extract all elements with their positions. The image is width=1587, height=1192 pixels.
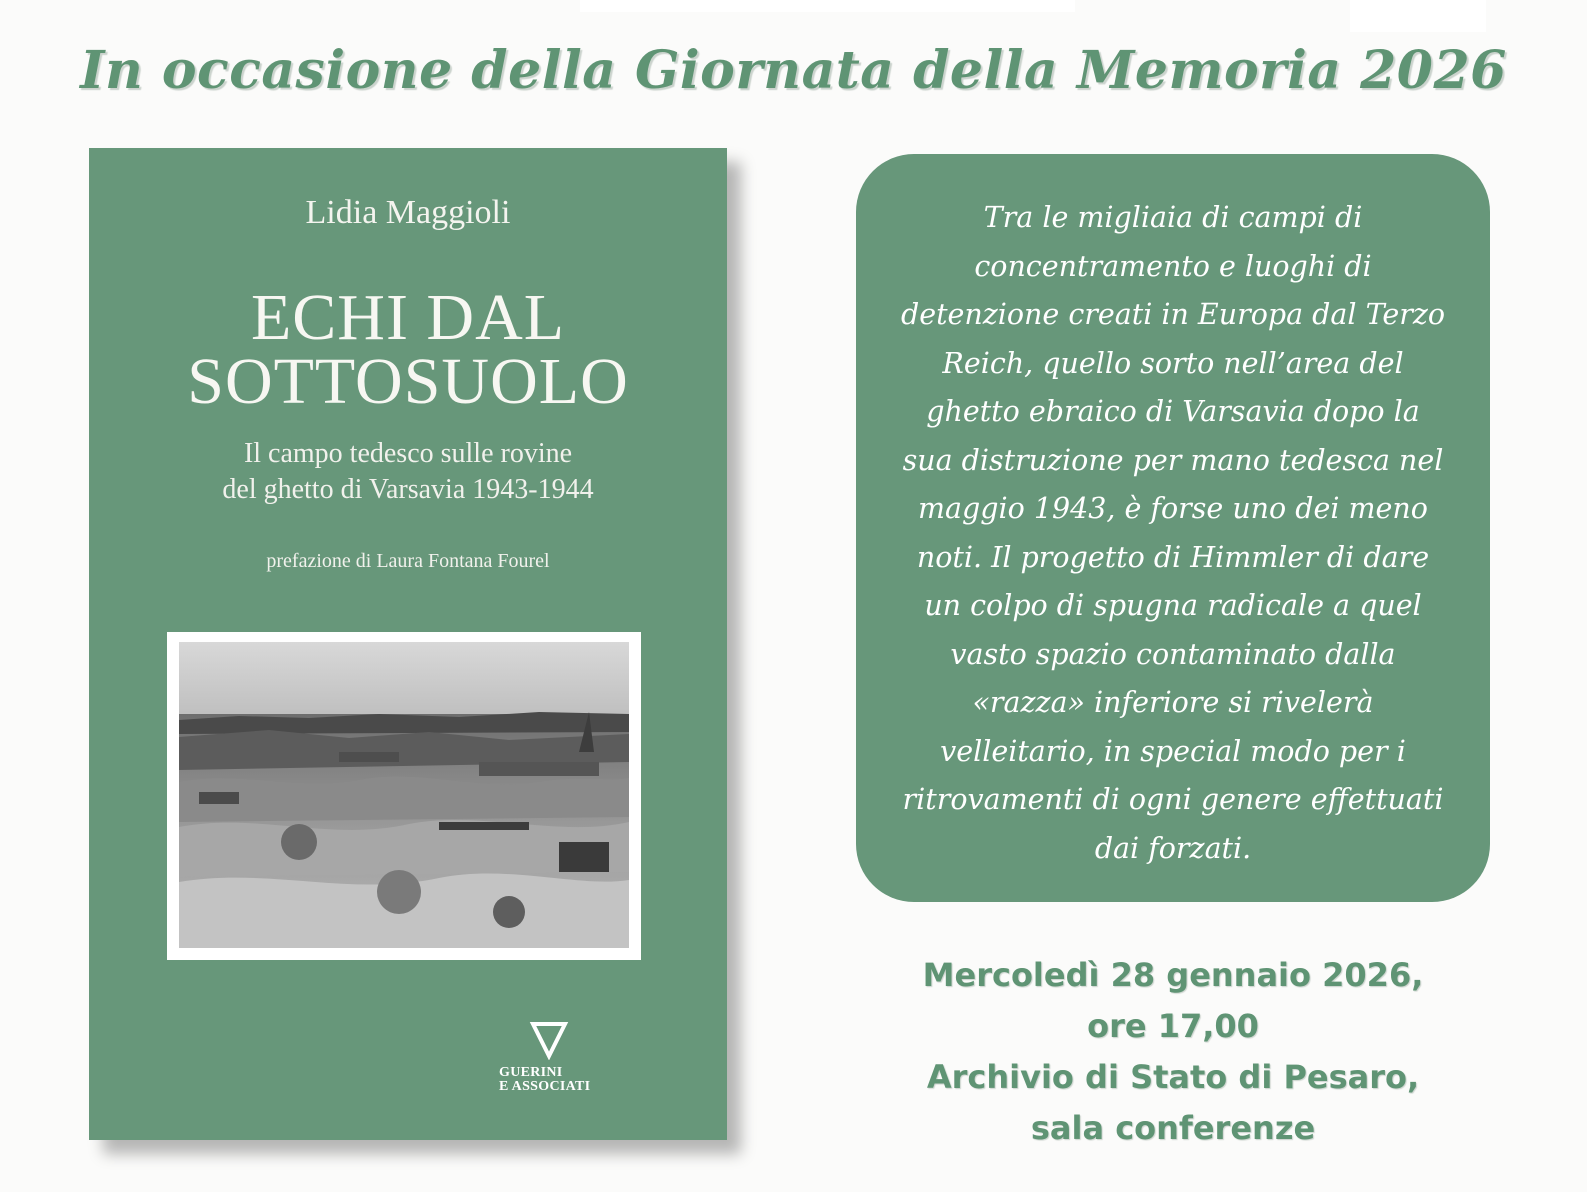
quote-text: [876, 194, 1470, 873]
event-info: [856, 950, 1490, 1154]
cover-photo-frame: [167, 632, 641, 960]
quote-line: Reich, quello sorto nell’area del: [942, 346, 1404, 380]
book-author: Lidia Maggioli: [305, 194, 511, 231]
quote-line: un colpo di spugna radicale a quel: [924, 589, 1422, 622]
quote-line: vasto spazio contaminato dalla: [950, 637, 1396, 671]
publisher-name: [499, 1066, 649, 1094]
book-cover: [89, 148, 727, 1140]
ruins-photo-image: [179, 642, 629, 948]
book-subtitle: [89, 436, 727, 508]
quote-box: [856, 154, 1490, 902]
cover-photo: [179, 642, 629, 948]
publisher-logo-icon: [529, 1020, 569, 1060]
quote-line: maggio 1943, è forse uno dei meno: [918, 492, 1428, 525]
publisher-name-line: E ASSOCIATI: [499, 1079, 591, 1094]
book-title: [89, 281, 727, 418]
publisher-name-line: GUERINI: [499, 1065, 563, 1080]
quote-line: Tra le migliaia di campi di: [983, 201, 1363, 234]
book-title-line: SOTTOSUOLO: [187, 345, 629, 418]
quote-line: ghetto ebraico di Varsavia dopo la: [926, 395, 1420, 428]
quote-line: detenzione creati in Europa dal Terzo: [900, 298, 1446, 331]
headline: In occasione della Giornata della Memoria 2026: [80, 40, 1507, 101]
book-title-line: ECHI DAL: [250, 281, 566, 354]
quote-line: velleitario, in special modo per i: [940, 734, 1406, 768]
event-date: Mercoledì 28 gennaio 2026,: [922, 956, 1424, 994]
event-room: sala conferenze: [1030, 1109, 1316, 1147]
quote-line: concentramento e luoghi di: [974, 249, 1372, 283]
quote-line: «razza» inferiore si rivelerà: [972, 686, 1374, 719]
quote-line: dai forzati.: [1094, 831, 1252, 865]
event-time: ore 17,00: [1087, 1007, 1259, 1045]
quote-line: noti. Il progetto di Himmler di dare: [916, 540, 1430, 574]
book-subtitle-line: del ghetto di Varsavia 1943-1944: [222, 474, 594, 505]
quote-line: sua distruzione per mano tedesca nel: [902, 443, 1444, 477]
top-strip: [580, 0, 1075, 12]
book-subtitle-line: Il campo tedesco sulle rovine: [243, 438, 573, 469]
top-strip-right: [1350, 0, 1486, 32]
book-preface: prefazione di Laura Fontana Fourel: [266, 550, 550, 572]
event-venue: Archivio di Stato di Pesaro,: [926, 1058, 1420, 1096]
quote-line: ritrovamenti di ogni genere effettuati: [902, 783, 1444, 816]
